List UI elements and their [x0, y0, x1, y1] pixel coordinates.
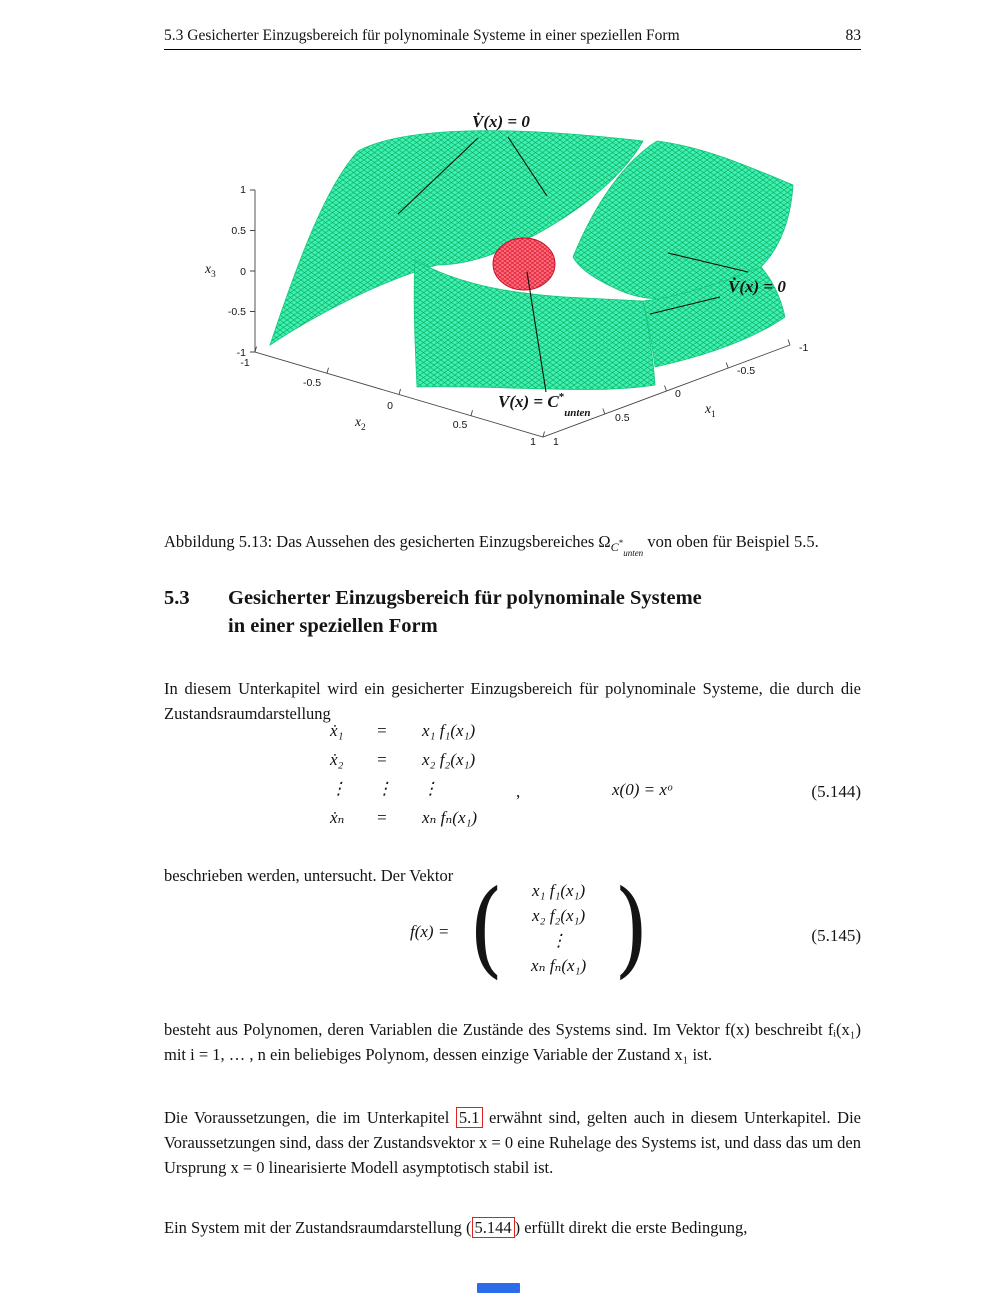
eq-vdots: ⋮ [376, 779, 393, 798]
x3-axis-label: $x_3$ [205, 261, 216, 280]
figure-caption [164, 529, 861, 566]
invariant-set-ellipsoid [493, 238, 555, 290]
section-heading [164, 584, 884, 640]
paragraph-text: Ein System mit der Zustandsraumdarstellung ( [164, 1217, 472, 1237]
vector-row: x₂ f₂(x₁) [532, 906, 586, 925]
omega-symbol: Ω [598, 531, 611, 551]
eq-vdots: ⋮ [422, 779, 439, 798]
equation-ref-link[interactable]: 5.144 [472, 1217, 515, 1238]
caption-text-post: von oben für [643, 531, 732, 551]
x1-tick-05: 0.5 [615, 412, 630, 424]
paren-open: ( [469, 867, 504, 989]
z-tick-1: 1 [240, 184, 246, 196]
paren-close: ) [613, 867, 649, 989]
level-set-label: $V(x) = C^*_{unten}$ [498, 391, 591, 419]
paragraph-polynomials: besteht aus Polynomen, deren Variablen die Zustände des Systems sind. Im Vektor f(x) beschreibt fᵢ(x₁) mit i = 1, … , n ein beliebiges Polynom, dessen einzige Variable der Zustand x₁ ist. [164, 1019, 861, 1064]
z-tick-0: 0 [240, 266, 246, 278]
equation-number-5145: (5.145) [811, 926, 861, 945]
paragraph-system [164, 1215, 861, 1240]
section-number: 5.3 [164, 587, 190, 609]
page-bottom-marker [477, 1283, 520, 1293]
eq-rhs: xₙ fₙ(x₁) [422, 808, 478, 827]
x2-tick-m1: -1 [240, 357, 250, 369]
x1-axis-label: $x_1$ [705, 401, 716, 420]
z-tick-05: 0.5 [231, 225, 246, 237]
running-title: 5.3 Gesicherter Einzugsbereich für polynominale Systeme in einer speziellen Form [164, 27, 680, 44]
eq-rhs: x₁ f₁(x₁) [422, 721, 476, 740]
x1-tick-1: 1 [553, 436, 559, 448]
eq-rhs: x₂ f₂(x₁) [422, 750, 476, 769]
vector-row: xₙ fₙ(x₁) [531, 956, 587, 975]
figure-3d-plot [175, 85, 825, 465]
vdot-zero-label-right: V̇(x) = 0 [728, 277, 786, 296]
z-tick-m05: -0.5 [227, 306, 246, 318]
vector-vdots: ⋮ [550, 931, 568, 950]
paragraph-intro: In diesem Unterkapitel wird ein gesicherter Einzugsbereich für polynominale Systeme, die durch die Zustandsraumdarstellung [164, 678, 861, 723]
paragraph-vector-intro: beschrieben werden, untersucht. Der Vektor [164, 865, 454, 885]
eq-lhs: ẋₙ [330, 808, 345, 827]
eq-rel: = [376, 721, 388, 740]
x2-tick-0: 0 [387, 400, 393, 412]
vector-f [466, 867, 651, 989]
caption-line2: Beispiel 5.5. [735, 531, 819, 551]
eq145-lhs: f(x) = [410, 922, 450, 941]
eq-vdots: ⋮ [330, 779, 347, 798]
x2-tick-1: 1 [530, 436, 536, 448]
page-number: 83 [845, 27, 861, 44]
paragraph-text: erwähnt sind, gelten auch in diesem Unterkapitel. Die Voraussetzungen sind, dass der Zustandsvektor x = 0 eine Ruhelage des Systems ist, und dass das um den Ursprung x = 0 linearisierte Modell asymptotisch stabil ist. [164, 1107, 861, 1177]
x1-tick-m1: -1 [799, 342, 809, 354]
eq-lhs: ẋ₁ [330, 721, 344, 740]
header-rule [164, 49, 861, 50]
eq-rel: = [376, 808, 388, 827]
z-tick-m1: -1 [236, 347, 246, 359]
x2-axis-label: $x_2$ [355, 414, 366, 433]
x1-tick-m05: -0.5 [737, 365, 756, 377]
section-title-line1: Gesicherter Einzugsbereich für polynominale Systeme [228, 587, 702, 609]
x1-tick-0: 0 [675, 388, 681, 400]
eq-rel: = [376, 750, 388, 769]
eq-lhs: ẋ₂ [330, 750, 344, 769]
x2-tick-05: 0.5 [452, 419, 468, 431]
equation-number-5144: (5.144) [811, 782, 861, 801]
initial-condition: x(0) = xᵒ [612, 780, 672, 799]
page-header [164, 27, 861, 45]
equation-5144-system [330, 716, 477, 832]
eq-comma: , [516, 782, 521, 801]
vector-entries [511, 878, 607, 978]
caption-text: Abbildung 5.13: Das Aussehen des gesicherten Einzugsbereiches [164, 531, 599, 551]
section-title-line2: in einer speziellen Form [228, 615, 438, 637]
omega-subscript: C*unten [610, 537, 644, 558]
paragraph-text: Die Voraussetzungen, die im Unterkapitel [164, 1107, 456, 1127]
x2-tick-m05: -0.5 [302, 377, 322, 389]
equation-5144 [164, 716, 861, 841]
paragraph-assumptions [164, 1105, 861, 1180]
section-ref-link[interactable]: 5.1 [456, 1107, 483, 1128]
vector-row: x₁ f₁(x₁) [532, 881, 586, 900]
vdot-zero-label-top: V̇(x) = 0 [472, 112, 530, 131]
paragraph-text: ) erfüllt direkt die erste Bedingung, [514, 1217, 748, 1237]
